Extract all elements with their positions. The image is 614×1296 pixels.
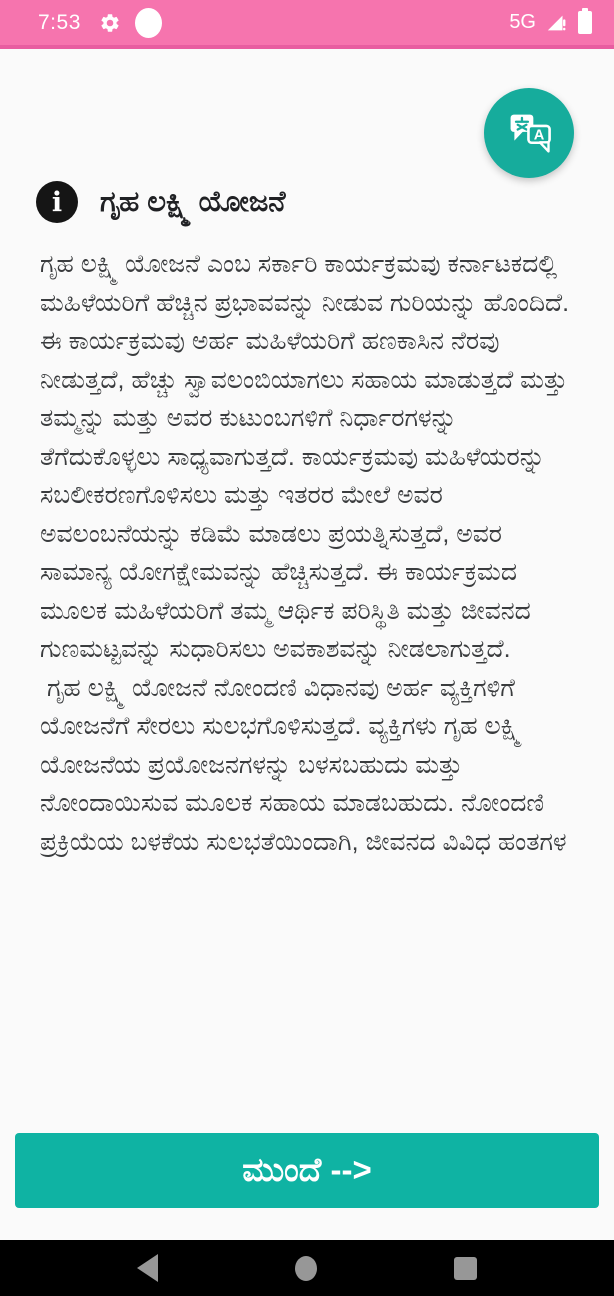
nav-recents-button[interactable] bbox=[454, 1257, 477, 1280]
nav-home-button[interactable] bbox=[295, 1256, 317, 1281]
scheme-paragraph-2: ಗೃಹ ಲಕ್ಷ್ಮಿ ಯೋಜನೆ ನೋಂದಣಿ ವಿಧಾನವು ಅರ್ಹ ವ್ಯಕ್ತಿಗಳಿಗೆ ಯೋಜನೆಗೆ ಸೇರಲು ಸುಲಭಗೊಳಿಸುತ್ತದೆ. ವ್ಯಕ್ತಿಗಳು ಗೃಹ ಲಕ್ಷ್ಮಿ ಯೋಜನೆಯ ಪ್ರಯೋಜನಗಳನ್ನು ಬಳಸಬಹುದು ಮತ್ತು ನೋಂದಾಯಿಸುವ ಮೂಲಕ ಸಹಾಯ ಮಾಡಬಹುದು. ನೋಂದಣಿ ಪ್ರಕ್ರಿಯೆಯ ಬಳಕೆಯ ಸುಲಭತೆಯಿಂದಾಗಿ, ಜೀವನದ ವಿವಿಧ ಹಂತಗಳ bbox=[40, 673, 567, 856]
status-bar bbox=[0, 0, 614, 49]
svg-text:A: A bbox=[533, 127, 545, 144]
recents-icon bbox=[454, 1257, 477, 1280]
notification-dot-icon bbox=[135, 8, 162, 38]
status-bar-right bbox=[509, 11, 592, 34]
nav-back-button[interactable] bbox=[137, 1254, 158, 1282]
next-button[interactable]: ಮುಂದೆ --> bbox=[15, 1133, 599, 1208]
info-icon: i bbox=[36, 181, 78, 223]
battery-icon bbox=[578, 11, 592, 34]
page-header bbox=[36, 181, 574, 223]
scheme-description bbox=[40, 245, 580, 861]
network-type-label: 5G bbox=[509, 11, 536, 33]
scheme-paragraph-1: ಗೃಹ ಲಕ್ಷ್ಮಿ ಯೋಜನೆ ಎಂಬ ಸರ್ಕಾರಿ ಕಾರ್ಯಕ್ರಮವು ಕರ್ನಾಟಕದಲ್ಲಿ ಮಹಿಳೆಯರಿಗೆ ಹೆಚ್ಚಿನ ಪ್ರಭಾವವನ್ನು ನೀಡುವ ಗುರಿಯನ್ನು ಹೊಂದಿದೆ. ಈ ಕಾರ್ಯಕ್ರಮವು ಅರ್ಹ ಮಹಿಳೆಯರಿಗೆ ಹಣಕಾಸಿನ ನೆರವು ನೀಡುತ್ತದೆ, ಹೆಚ್ಚು ಸ್ವಾವಲಂಬಿಯಾಗಲು ಸಹಾಯ ಮಾಡುತ್ತದೆ ಮತ್ತು ತಮ್ಮನ್ನು ಮತ್ತು ಅವರ ಕುಟುಂಬಗಳಿಗೆ ನಿರ್ಧಾರಗಳನ್ನು ತೆಗೆದುಕೊಳ್ಳಲು ಸಾಧ್ಯವಾಗುತ್ತದೆ. ಕಾರ್ಯಕ್ರಮವು ಮಹಿಳೆಯರನ್ನು ಸಬಲೀಕರಣಗೊಳಿಸಲು ಮತ್ತು ಇತರರ ಮೇಲೆ ಅವರ ಅವಲಂಬನೆಯನ್ನು ಕಡಿಮೆ ಮಾಡಲು ಪ್ರಯತ್ನಿಸುತ್ತದೆ, ಅವರ ಸಾಮಾನ್ಯ ಯೋಗಕ್ಷೇಮವನ್ನು ಹೆಚ್ಚಿಸುತ್ತದೆ. ಈ ಕಾರ್ಯಕ್ರಮದ ಮೂಲಕ ಮಹಿಳೆಯರಿಗೆ ತಮ್ಮ ಆರ್ಥಿಕ ಪರಿಸ್ಥಿತಿ ಮತ್ತು ಜೀವನದ ಗುಣಮಟ್ಟವನ್ನು ಸುಧಾರಿಸಲು ಅವಕಾಶವನ್ನು ನೀಡಲಾಗುತ್ತದೆ. bbox=[40, 250, 577, 663]
status-bar-left bbox=[38, 8, 162, 38]
content-area bbox=[0, 53, 614, 1240]
translate-button[interactable] bbox=[484, 88, 574, 178]
page-title: ಗೃಹ ಲಕ್ಷ್ಮಿ ಯೋಜನೆ bbox=[100, 185, 286, 218]
translate-icon bbox=[503, 107, 555, 159]
status-time: 7:53 bbox=[38, 10, 81, 34]
settings-icon bbox=[99, 12, 121, 34]
signal-warning-icon bbox=[546, 12, 568, 34]
home-icon bbox=[295, 1256, 317, 1281]
android-nav-bar bbox=[0, 1240, 614, 1296]
back-icon bbox=[137, 1254, 158, 1282]
